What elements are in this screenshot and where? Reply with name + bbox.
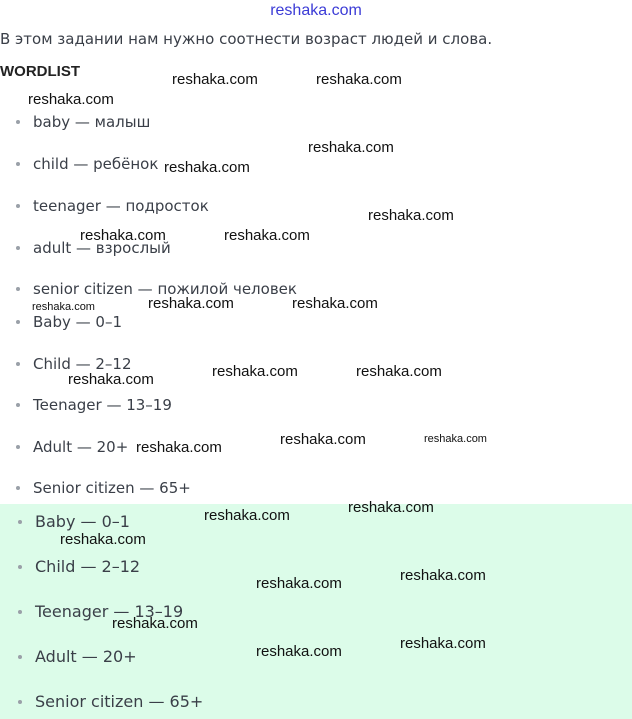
list-item: Baby — 0–1 (18, 512, 130, 531)
watermark: reshaka.com (112, 615, 198, 632)
bullet-icon (16, 362, 20, 366)
bullet-icon (18, 655, 22, 659)
list-item: Child — 2–12 (18, 557, 140, 576)
watermark: reshaka.com (424, 433, 487, 445)
bullet-icon (18, 520, 22, 524)
watermark: reshaka.com (348, 499, 434, 516)
list-item: Senior citizen — 65+ (16, 479, 191, 497)
bullet-icon (16, 120, 20, 124)
watermark: reshaka.com (68, 371, 154, 388)
watermark: reshaka.com (368, 207, 454, 224)
list-item: Adult — 20+ (18, 647, 137, 666)
header-site-link[interactable]: reshaka.com (270, 2, 362, 19)
list-item: Teenager — 13–19 (18, 602, 183, 621)
watermark: reshaka.com (400, 567, 486, 584)
watermark: reshaka.com (32, 301, 95, 313)
list-item: Adult — 20+ (16, 438, 128, 456)
bullet-icon (16, 403, 20, 407)
list-item: Child — 2–12 (16, 355, 132, 373)
watermark: reshaka.com (356, 363, 442, 380)
watermark: reshaka.com (292, 295, 378, 312)
wordlist-title: WORDLIST (0, 63, 80, 80)
bullet-icon (16, 246, 20, 250)
watermark: reshaka.com (280, 431, 366, 448)
watermark: reshaka.com (60, 531, 146, 548)
watermark: reshaka.com (256, 643, 342, 660)
watermark: reshaka.com (308, 139, 394, 156)
bullet-icon (18, 565, 22, 569)
list-item: child — ребёнок (16, 155, 158, 173)
list-item: Teenager — 13–19 (16, 396, 172, 414)
watermark: reshaka.com (204, 507, 290, 524)
watermark: reshaka.com (164, 159, 250, 176)
watermark: reshaka.com (28, 91, 114, 108)
watermark: reshaka.com (224, 227, 310, 244)
list-item: baby — малыш (16, 113, 150, 131)
bullet-icon (16, 287, 20, 291)
bullet-icon (18, 700, 22, 704)
bullet-icon (16, 162, 20, 166)
list-item: Senior citizen — 65+ (18, 692, 203, 711)
watermark: reshaka.com (80, 227, 166, 244)
list-item: teenager — подросток (16, 197, 209, 215)
watermark: reshaka.com (316, 71, 402, 88)
watermark: reshaka.com (136, 439, 222, 456)
intro-text: В этом задании нам нужно соотнести возраст людей и слова. (0, 30, 493, 48)
watermark: reshaka.com (212, 363, 298, 380)
bullet-icon (16, 204, 20, 208)
list-item: adult — взрослый (16, 239, 171, 257)
bullet-icon (16, 445, 20, 449)
bullet-icon (16, 320, 20, 324)
list-item: Baby — 0–1 (16, 313, 122, 331)
watermark: reshaka.com (148, 295, 234, 312)
watermark: reshaka.com (400, 635, 486, 652)
watermark: reshaka.com (256, 575, 342, 592)
list-item: senior citizen — пожилой человек (16, 280, 297, 298)
watermark: reshaka.com (172, 71, 258, 88)
bullet-icon (16, 486, 20, 490)
bullet-icon (18, 610, 22, 614)
